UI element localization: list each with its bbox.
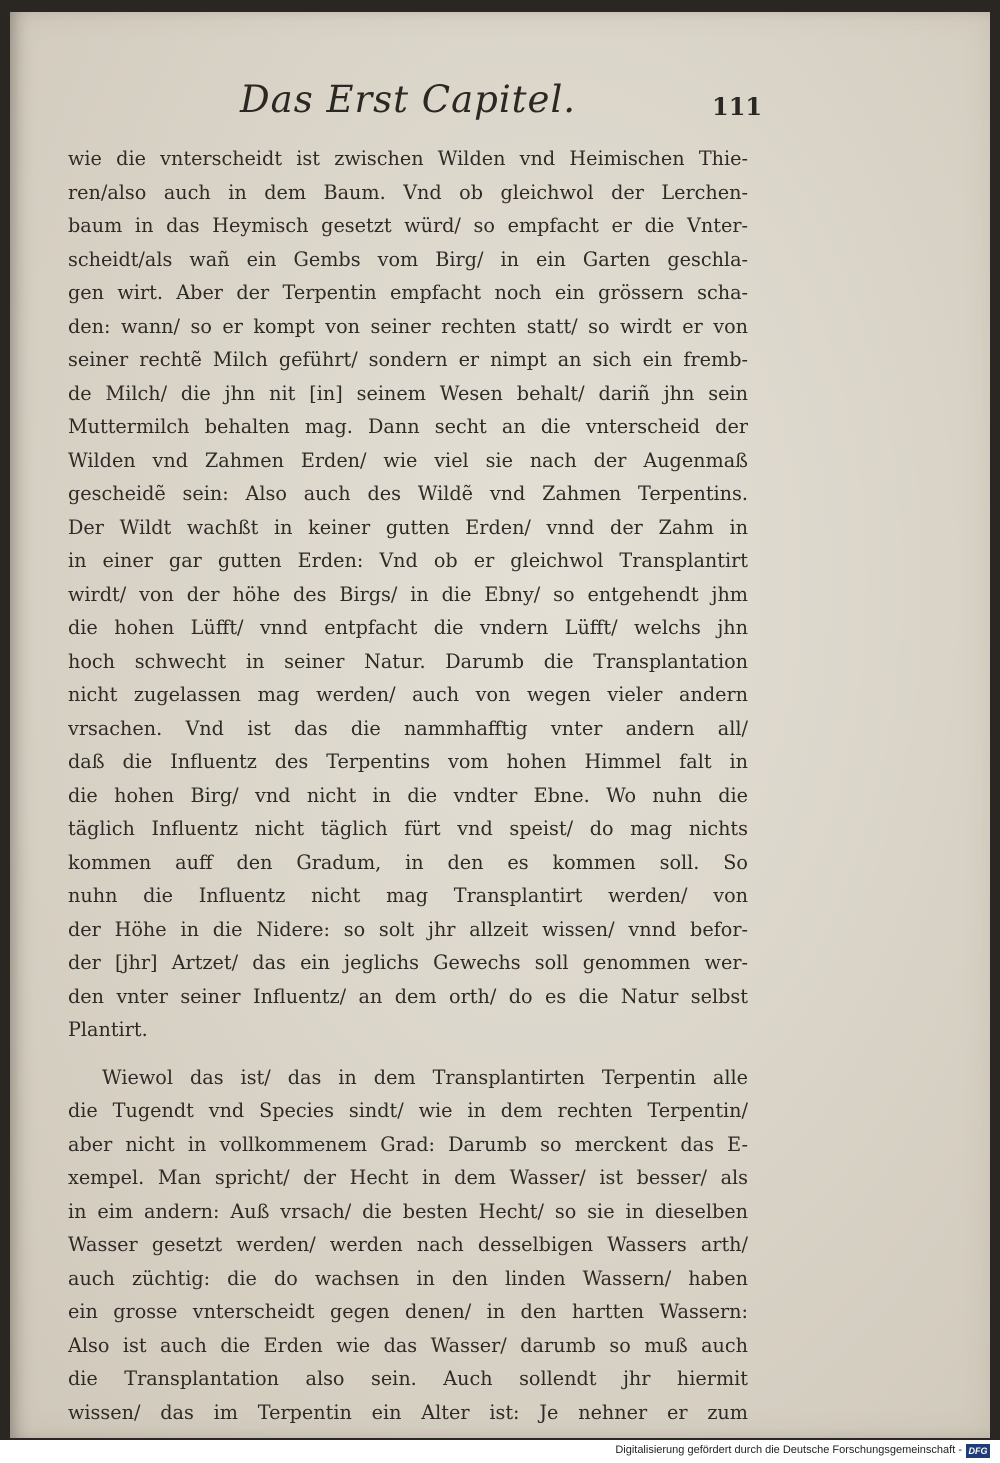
text-line: die Transplantation also sein. Auch sollendt jhr hiermit xyxy=(68,1367,748,1390)
text-line: aber nicht in vollkommenem Grad: Darumb so merckent das E- xyxy=(68,1132,748,1156)
text-line: wie die vnterscheidt ist zwischen Wilden vnd Heimischen Thie- xyxy=(68,147,748,170)
dfg-logo-icon[interactable]: DFG xyxy=(966,1444,990,1458)
text-line: gen wirt. Aber der Terpentin empfacht noch ein grössern scha- xyxy=(68,281,748,304)
text-line: der [jhr] Artzet/ das ein jeglichs Gewechs soll genommen wer- xyxy=(68,951,748,974)
digitization-footer xyxy=(0,1440,1000,1463)
text-line: der Höhe in die Nidere: so solt jhr allzeit wissen/ vnnd befor- xyxy=(68,917,748,941)
text-line: vrsachen. Vnd ist das die nammhafftig vnter andern all/ xyxy=(68,716,748,740)
text-line: Muttermilch behalten mag. Dann secht an die vnterscheid der xyxy=(68,415,748,438)
running-title: Das Erst Capitel. xyxy=(240,78,577,121)
text-line: Wasser gesetzt werden/ werden nach desselbigen Wassers arth/ xyxy=(68,1233,748,1256)
text-line: daß die Influentz des Terpentins vom hohen Himmel falt in xyxy=(68,750,748,773)
text-line: gescheidẽ sein: Also auch des Wildẽ vnd Zahmen Terpentins. xyxy=(68,482,748,505)
text-line: de Milch/ die jhn nit [in] seinem Wesen behalt/ dariñ jhn sein xyxy=(68,381,748,405)
text-line: nuhn die Influentz nicht mag Transplantirt werden/ von xyxy=(68,884,748,907)
text-line: den vnter seiner Influentz/ an dem orth/ do es die Natur selbst xyxy=(68,984,748,1008)
text-line: Der Wildt wachßt in keiner gutten Erden/ vnnd der Zahm in xyxy=(68,515,748,539)
text-line: Wiewol das ist/ das in dem Transplantirten Terpentin alle xyxy=(102,1065,748,1089)
text-line: ren/also auch in dem Baum. Vnd ob gleichwol der Lerchen- xyxy=(68,180,748,204)
page-number: 111 xyxy=(712,92,763,121)
text-line: wirdt/ von der höhe des Birgs/ in die Ebny/ so entgehendt jhm xyxy=(68,582,748,606)
text-line: die hohen Lüfft/ vnnd entpfacht die vndern Lüfft/ welchs jhn xyxy=(68,616,748,639)
book-page xyxy=(10,12,990,1438)
text-line: auch züchtig: die do wachsen in den linden Wassern/ haben xyxy=(68,1266,748,1290)
text-line: Also ist auch die Erden wie das Wasser/ darumb so muß auch xyxy=(68,1333,748,1357)
paragraph-gap xyxy=(68,1047,748,1061)
page-header xyxy=(10,78,990,128)
body-text xyxy=(68,142,748,1429)
text-line: die hohen Birg/ vnd nicht in die vndter Ebne. Wo nuhn die xyxy=(68,783,748,807)
text-line: nicht zugelassen mag werden/ auch von wegen vieler andern xyxy=(68,683,748,706)
text-line: die Tugendt vnd Species sindt/ wie in dem rechten Terpentin/ xyxy=(68,1099,748,1122)
text-line: xempel. Man spricht/ der Hecht in dem Wasser/ ist besser/ als xyxy=(68,1166,748,1189)
text-line: seiner rechtẽ Milch geführt/ sondern er nimpt an sich ein fremb- xyxy=(68,348,748,371)
text-line: baum in das Heymisch gesetzt würd/ so empfacht er die Vnter- xyxy=(68,214,748,237)
text-line: ein grosse vnterscheidt gegen denen/ in den hartten Wassern: xyxy=(68,1300,748,1323)
funding-credit: Digitalisierung gefördert durch die Deutsche Forschungsgemeinschaft - xyxy=(615,1444,962,1456)
text-line: scheidt/als wañ ein Gembs vom Birg/ in ein Garten geschla- xyxy=(68,247,748,271)
text-line: in einer gar gutten Erden: Vnd ob er gleichwol Transplantirt xyxy=(68,549,748,572)
text-line: den: wann/ so er kompt von seiner rechten statt/ so wirdt er von xyxy=(68,314,748,338)
paragraph-2 xyxy=(68,1061,748,1430)
text-line: täglich Influentz nicht täglich fürt vnd speist/ do mag nichts xyxy=(68,817,748,840)
text-line: hoch schwecht in seiner Natur. Darumb die Transplantation xyxy=(68,649,748,673)
paragraph-1 xyxy=(68,142,748,1047)
text-line: Wilden vnd Zahmen Erden/ wie viel sie nach der Augenmaß xyxy=(68,448,748,472)
text-line: Plantirt. xyxy=(68,1018,148,1041)
text-line: kommen auff den Gradum, in den es kommen soll. So xyxy=(68,850,748,874)
text-line: wissen/ das im Terpentin ein Alter ist: Je nehner er zum xyxy=(68,1400,748,1424)
text-line: in eim andern: Auß vrsach/ die besten Hecht/ so sie in dieselben xyxy=(68,1199,748,1223)
